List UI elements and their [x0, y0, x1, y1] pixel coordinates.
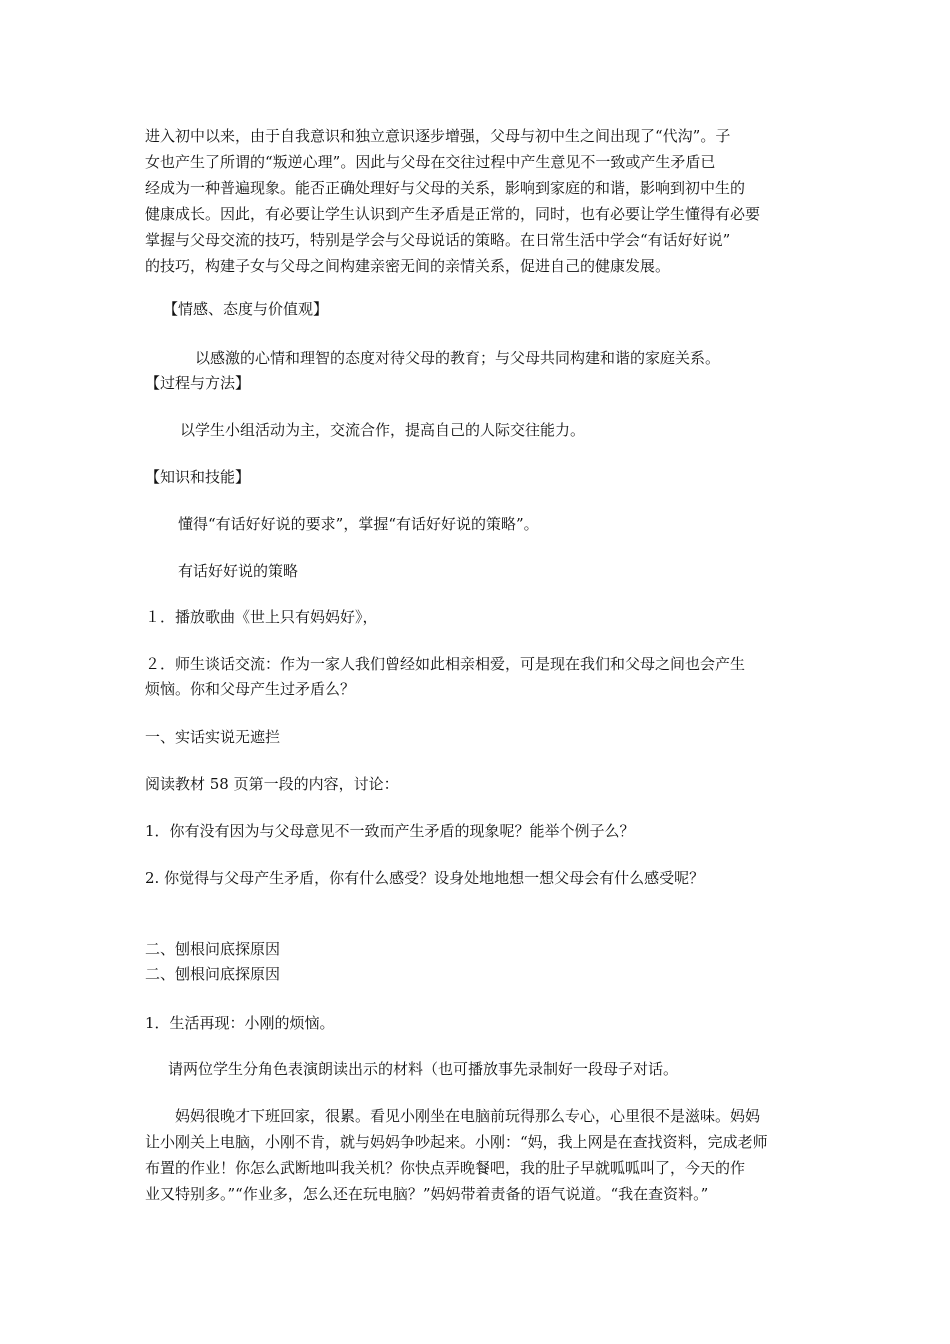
process-heading: 【过程与方法】 [145, 374, 251, 392]
emotion-text: 以感激的心情和理智的态度对待父母的教育；与父母共同构建和谐的家庭关系。 [195, 349, 721, 367]
question-2: 2. 你觉得与父母产生矛盾，你有什么感受？设身处地地想一想父母会有什么感受呢？ [145, 869, 705, 887]
discussion-line: 烦恼。你和父母产生过矛盾么？ [145, 680, 356, 698]
life-item: 1．生活再现：小刚的烦恼。 [145, 1014, 335, 1032]
intro-line: 进入初中以来，由于自我意识和独立意识逐步增强，父母与初中生之间出现了“代沟”。子 [145, 127, 731, 145]
intro-line: 健康成长。因此，有必要让学生认识到产生矛盾是正常的，同时，也有必要让学生懂得有必要 [145, 205, 761, 223]
reading-instruction: 阅读教材 58 页第一段的内容，讨论： [145, 775, 399, 793]
discussion-line: ２．师生谈话交流：作为一家人我们曾经如此相亲相爱，可是现在我们和父母之间也会产生 [145, 655, 746, 673]
story-line: 妈妈很晚才下班回家，很累。看见小刚坐在电脑前玩得那么专心，心里很不是滋味。妈妈 [175, 1107, 761, 1125]
role-play-instruction: 请两位学生分角色表演朗读出示的材料（也可播放事先录制好一段母子对话。 [168, 1060, 679, 1078]
story-line: 布置的作业！你怎么武断地叫我关机？你快点弄晚餐吧，我的肚子早就呱呱叫了，今天的作 [145, 1159, 746, 1177]
knowledge-text: 懂得“有话好好说的要求”，掌握“有话好好说的策略”。 [178, 515, 539, 533]
story-line: 让小刚关上电脑，小刚不肯，就与妈妈争吵起来。小刚：“妈，我上网是在查找资料，完成老师 [145, 1133, 768, 1151]
intro-line: 经成为一种普遍现象。能否正确处理好与父母的关系，影响到家庭的和谐，影响到初中生的 [145, 179, 746, 197]
emotion-heading: 【情感、态度与价值观】 [163, 300, 329, 318]
intro-line: 掌握与父母交流的技巧，特别是学会与父母说话的策略。在日常生活中学会“有话好好说” [145, 231, 731, 249]
intro-line: 女也产生了所谓的“叛逆心理”。因此与父母在交往过程中产生意见不一致或产生矛盾已 [145, 153, 716, 171]
story-line: 业又特别多。”“作业多，怎么还在玩电脑？”妈妈带着责备的语气说道。“我在查资料。” [145, 1185, 709, 1203]
song-item: １．播放歌曲《世上只有妈妈好》， [145, 608, 378, 626]
strategy-title: 有话好好说的策略 [178, 562, 299, 580]
question-1: 1．你有没有因为与父母意见不一致而产生矛盾的现象呢？能举个例子么？ [145, 822, 635, 840]
intro-line: 的技巧，构建子女与父母之间构建亲密无间的亲情关系，促进自己的健康发展。 [145, 257, 671, 275]
process-text: 以学生小组活动为主，交流合作，提高自己的人际交往能力。 [180, 421, 586, 439]
section-title: 二、刨根问底探原因 [145, 940, 281, 958]
knowledge-heading: 【知识和技能】 [145, 468, 251, 486]
section-title: 二、刨根问底探原因 [145, 965, 281, 983]
section-title: 一、实话实说无遮拦 [145, 728, 281, 746]
